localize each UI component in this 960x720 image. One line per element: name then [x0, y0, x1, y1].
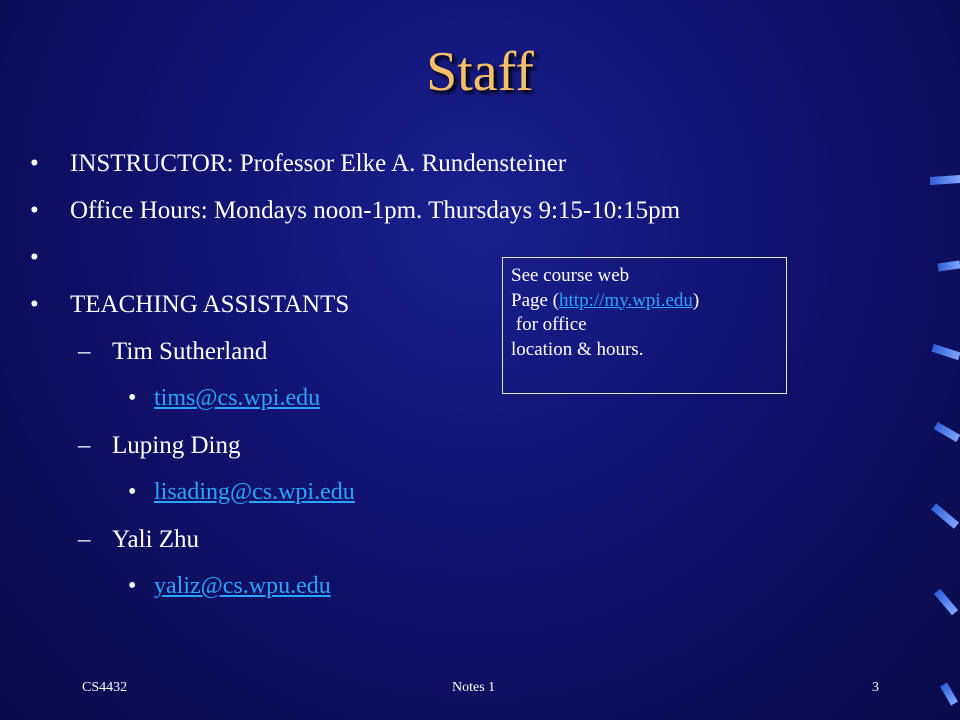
decorative-stripe [940, 682, 958, 705]
footer-notes: Notes 1 [452, 680, 496, 695]
assistant-name-text: Tim Sutherland [112, 338, 268, 365]
decorative-stripe [934, 589, 958, 616]
dash-marker: – [78, 432, 91, 459]
note-text: ) [692, 289, 700, 311]
bullet-text: TEACHING ASSISTANTS [70, 291, 350, 318]
bullet-instructor [30, 140, 680, 187]
bullet-text: Office Hours: Mondays noon-1pm. Thursdays 9:15-10:15pm [70, 197, 681, 224]
decorative-stripe [934, 422, 960, 442]
dash-marker: – [78, 526, 91, 553]
course-web-link[interactable]: http://my.wpi.edu [559, 289, 693, 311]
note-line: See course web [511, 265, 630, 286]
note-line: for office [511, 314, 587, 335]
footer-page-number: 3 [872, 680, 879, 695]
bullet-marker: • [30, 197, 39, 224]
assistant-name-text: Yali Zhu [112, 526, 200, 553]
slide-title: Staff [426, 41, 534, 103]
bullet-text: INSTRUCTOR: Professor Elke A. Rundensteiner [70, 150, 567, 177]
decorative-stripe [938, 261, 960, 272]
email-link-yaliz[interactable]: yaliz@cs.wpu.edu [154, 573, 331, 599]
dash-marker: – [78, 338, 91, 365]
assistant-email [30, 469, 680, 516]
email-link-tims[interactable]: tims@cs.wpi.edu [154, 385, 321, 411]
footer-course: CS4432 [82, 680, 128, 695]
note-line: location & hours. [511, 338, 644, 360]
decorative-stripe [931, 503, 959, 528]
assistant-name-text: Luping Ding [112, 432, 241, 459]
assistant-name [30, 516, 680, 563]
bullet-marker: • [30, 150, 39, 177]
bullet-marker: • [30, 244, 39, 271]
bullet-office-hours [30, 187, 680, 234]
assistant-email [30, 563, 680, 610]
note-text: Page ( [511, 289, 560, 311]
assistant-name [30, 422, 680, 469]
bullet-marker: • [128, 573, 137, 599]
bullet-marker: • [128, 479, 137, 505]
bullet-marker: • [128, 385, 137, 411]
note-line [511, 289, 786, 314]
email-link-lisading[interactable]: lisading@cs.wpi.edu [154, 479, 355, 505]
course-web-note [502, 257, 787, 394]
decorative-stripe [930, 175, 960, 185]
decorative-stripe [931, 344, 960, 360]
bullet-marker: • [30, 291, 39, 318]
